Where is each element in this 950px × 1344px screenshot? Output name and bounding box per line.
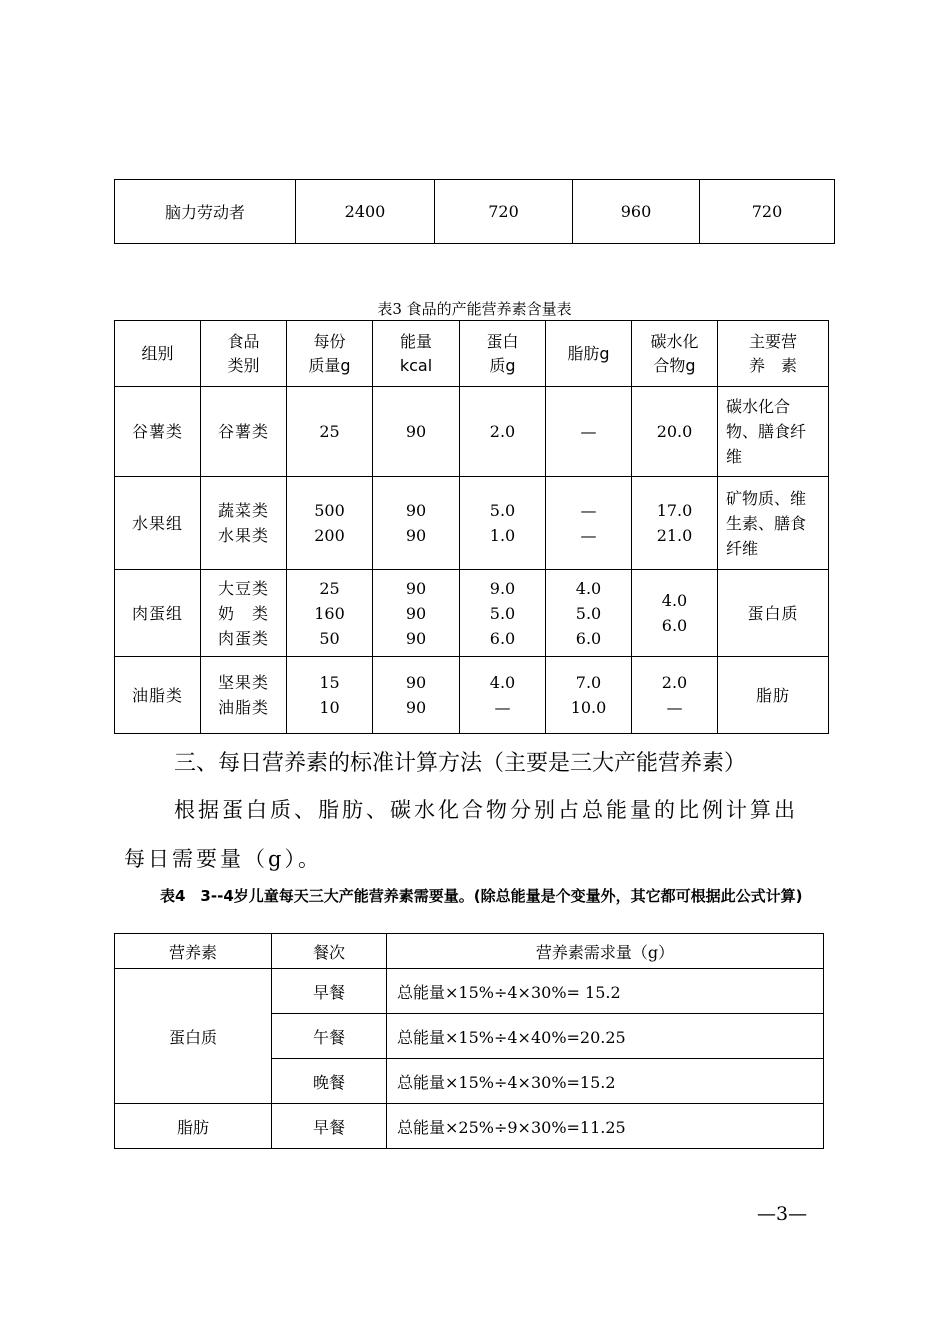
table-header-row [115,934,824,969]
formula-cell: 总能量×25%÷9×30%=11.25 [387,1104,824,1149]
mass-cell: 25 [287,387,373,477]
table-row [115,180,835,244]
energy-cell: 90 90 90 [373,570,460,657]
table-row [115,657,829,734]
protein-cell: 4.0 — [460,657,546,734]
column-header: 餐次 [272,934,387,969]
fat-cell: — — [546,477,632,570]
column-header: 食品 类别 [201,321,287,387]
table-header-row [115,321,829,387]
meal-cell: 午餐 [272,1014,387,1059]
category-cell: 蔬菜类 水果类 [201,477,287,570]
daily-requirement-table [114,933,824,1149]
column-header: 碳水化 合物g [632,321,718,387]
meal-cell: 晚餐 [272,1059,387,1104]
table-row [115,1104,824,1149]
table-cell: 960 [573,180,700,244]
formula-cell: 总能量×15%÷4×30%= 15.2 [387,969,824,1014]
column-header: 脂肪g [546,321,632,387]
meal-cell: 早餐 [272,1104,387,1149]
category-cell: 坚果类 油脂类 [201,657,287,734]
table-row [115,570,829,657]
nutrient-cell: 矿物质、维生素、膳食纤维 [718,477,829,570]
category-cell: 大豆类 奶 类 肉蛋类 [201,570,287,657]
column-header: 每份 质量g [287,321,373,387]
fat-cell: 7.0 10.0 [546,657,632,734]
mass-cell: 500 200 [287,477,373,570]
protein-cell: 2.0 [460,387,546,477]
nutrient-label-cell: 脂肪 [115,1104,272,1149]
carb-cell: 4.0 6.0 [632,570,718,657]
column-header: 主要营 养 素 [718,321,829,387]
fat-cell: 4.0 5.0 6.0 [546,570,632,657]
paragraph-line-2: 每日需要量（g）。 [124,847,322,871]
nutrient-label-cell: 蛋白质 [115,969,272,1104]
energy-cell: 90 [373,387,460,477]
fat-cell: — [546,387,632,477]
column-header: 蛋白 质g [460,321,546,387]
table-row [115,969,824,1014]
carb-cell: 17.0 21.0 [632,477,718,570]
carb-cell: 2.0 — [632,657,718,734]
column-header: 组别 [115,321,201,387]
page-number: —3— [757,1203,808,1225]
table-row [115,387,829,477]
column-header: 营养素需求量（g） [387,934,824,969]
carb-cell: 20.0 [632,387,718,477]
column-header: 营养素 [115,934,272,969]
nutrient-cell: 蛋白质 [718,570,829,657]
section-heading: 三、每日营养素的标准计算方法（主要是三大产能营养素） [174,751,747,776]
protein-cell: 9.0 5.0 6.0 [460,570,546,657]
nutrient-cell: 碳水化合物、膳食纤维 [718,387,829,477]
group-cell: 谷薯类 [115,387,201,477]
energy-cell: 90 90 [373,657,460,734]
formula-cell: 总能量×15%÷4×30%=15.2 [387,1059,824,1104]
group-cell: 肉蛋组 [115,570,201,657]
table-cell: 2400 [296,180,435,244]
group-cell: 水果组 [115,477,201,570]
nutrient-cell: 脂肪 [718,657,829,734]
mass-cell: 25 160 50 [287,570,373,657]
table4-caption [124,886,834,906]
category-cell: 谷薯类 [201,387,287,477]
table-cell: 720 [435,180,573,244]
table-cell: 脑力劳动者 [115,180,296,244]
energy-cell: 90 90 [373,477,460,570]
meal-cell: 早餐 [272,969,387,1014]
table-cell: 720 [700,180,835,244]
column-header: 能量 kcal [373,321,460,387]
table-row [115,477,829,570]
table4-caption-text: 表4 3--4岁儿童每天三大产能营养素需要量。(除总能量是个变量外，其它都可根据此公式计算) [160,887,803,905]
group-cell: 油脂类 [115,657,201,734]
food-nutrient-table [114,320,829,734]
protein-cell: 5.0 1.0 [460,477,546,570]
paragraph-line-1: 根据蛋白质、脂肪、碳水化合物分别占总能量的比例计算出 [174,798,798,822]
mass-cell: 15 10 [287,657,373,734]
energy-table [114,179,835,244]
formula-cell: 总能量×15%÷4×40%=20.25 [387,1014,824,1059]
table3-caption: 表3 食品的产能营养素含量表 [377,300,572,318]
